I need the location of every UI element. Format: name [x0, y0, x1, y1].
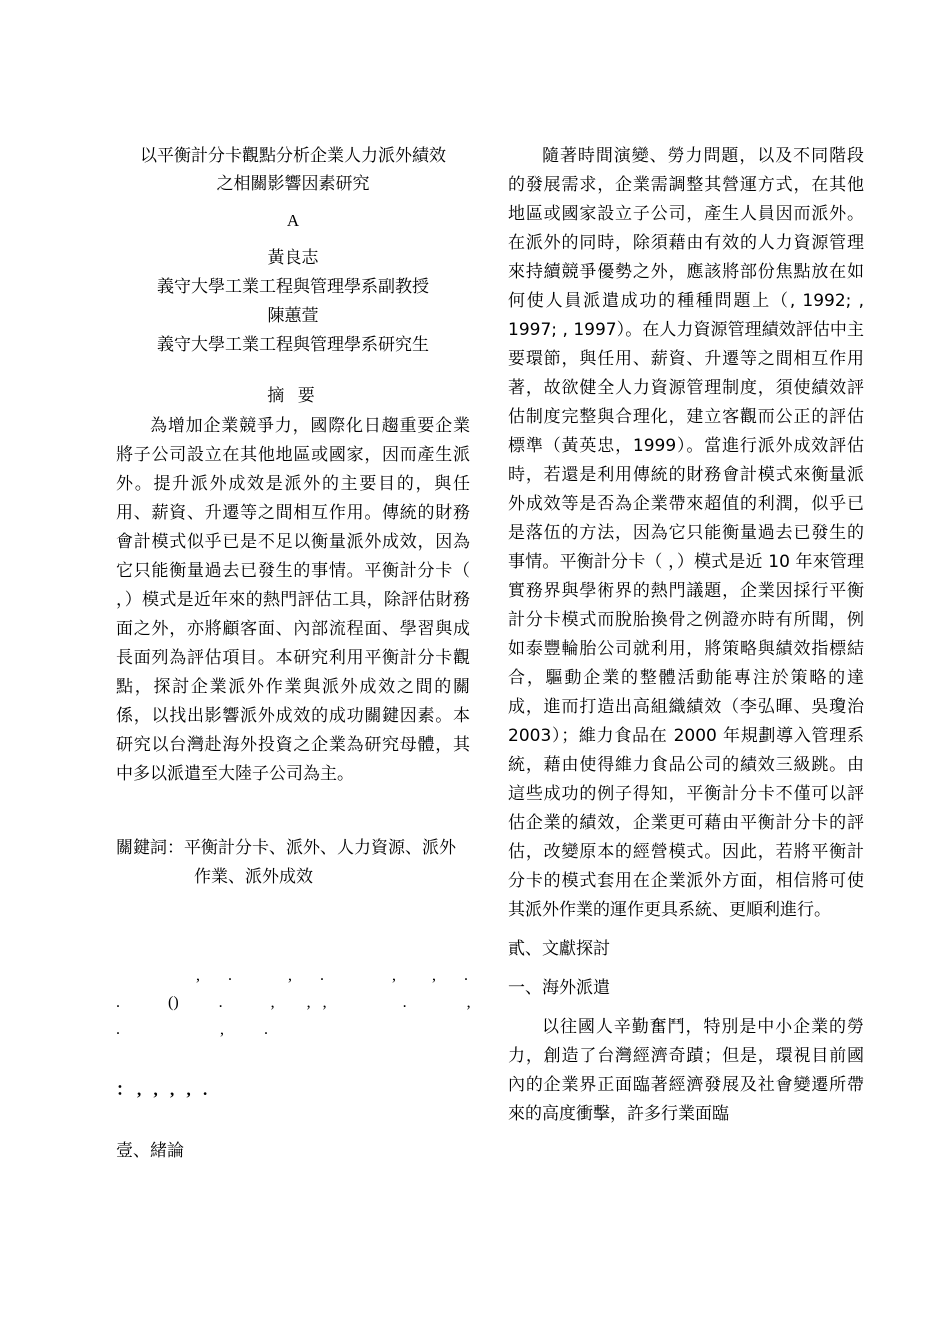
left-column — [116, 142, 470, 1166]
introduction-paragraph: 隨著時間演變、勞力問題，以及不同階段的發展需求，企業需調整其營運方式，在其他地區或國家設立子公司，產生人員因而派外。在派外的同時，除須藉由有效的人力資源管理來持續競爭優勢之外，應該將部份焦點放在如何使人員派遣成功的種種問題上（, 1992; , 1997; , 1997）。在人力資源管理績效評估中主要環節，與任用、薪資、升遷等之間相互作用著，故欲健全人力資源管理制度，須使績效評估制度完整與合理化，建立客觀而公正的評估標準（黃英忠，1999）。當進行派外成效評估時，若還是利用傳統的財務會計模式來衡量派外成效等是否為企業帶來超值的利潤，似乎已是落伍的方法，因為它只能衡量過去已發生的事情。平衡計分卡（ ，）模式是近 10 年來管理實務界與學術界的熱門議題，企業因採行平衡計分卡模式而脫胎換骨之例證亦時有所聞，例如泰豐輪胎公司就利用，將策略與績效指標結合，驅動企業的整體活動能專注於策略的達成，進而打造出高組織績效（李弘暉、吳瓊治 2003）；維力食品在 2000 年規劃導入管理系統，藉由使得維力食品公司的績效三級跳。由這些成功的例子得知，平衡計分卡不僅可以評估企業的績效，企業更可藉由平衡計分卡的評估，改變原本的經營模式。因此，若將平衡計分卡的模式套用在企業派外方面，相信將可使其派外作業的運作更具系統、更順利進行。 — [508, 146, 864, 920]
author-2-affiliation: 義守大學工業工程與管理學系研究生 — [157, 335, 429, 355]
title-line-2: 之相關影響因素研究 — [216, 174, 370, 194]
english-abstract — [116, 962, 470, 1043]
abstract-heading: 摘 要 — [267, 386, 319, 406]
english-abstract-line-2: . () . , , , . , — [116, 994, 471, 1011]
english-keywords: ：, , , , . — [116, 1080, 212, 1099]
author-1-affiliation: 義守大學工業工程與管理學系副教授 — [157, 277, 429, 297]
author-1-name: 黃良志 — [267, 248, 319, 268]
section-heading-literature: 貳、文獻探討 — [508, 939, 610, 959]
author-2-name: 陳蕙萱 — [267, 306, 319, 326]
keywords-label: 關鍵詞： — [116, 838, 184, 858]
paper-title — [116, 142, 470, 198]
keywords — [116, 834, 470, 892]
keywords-list: 平衡計分卡、派外、人力資源、派外作業、派外成效 — [184, 838, 456, 887]
section-heading-introduction: 壹、緒論 — [116, 1141, 184, 1161]
english-abstract-line-1: , . , . , , . — [116, 967, 468, 984]
subsection-heading-overseas: 一、海外派遣 — [508, 978, 610, 998]
english-abstract-line-3: . , . — [116, 1021, 268, 1038]
abstract-text: 為增加企業競爭力，國際化日趨重要企業將子公司設立在其他地區或國家，因而產生派外。提升派外成效是派外的主要目的，與任用、薪資、升遷等之間相互作用。傳統的財務會計模式似乎已是不足以衡量派外成效，因為它只能衡量過去已發生的事情。平衡計分卡（ ，）模式是近年來的熱門評估工具，除評估財務面之外，亦將顧客面、內部流程面、學習與成長面列為評估項目。本研究利用平衡計分卡觀點，探討企業派外作業與派外成效之間的關係，以找出影響派外成效的成功關鍵因素。本研究以台灣赴海外投資之企業為研究母體，其中多以派遣至大陸子公司為主。 — [116, 416, 470, 784]
right-column — [508, 142, 864, 1129]
english-title: A — [286, 211, 300, 230]
overseas-paragraph: 以往國人辛勤奮鬥，特別是中小企業的勞力，創造了台灣經濟奇蹟；但是，環視目前國內的企業界正面臨著經濟發展及社會變遷所帶來的高度衝擊，許多行業面臨 — [508, 1017, 864, 1124]
title-line-1: 以平衡計分卡觀點分析企業人力派外績效 — [140, 146, 446, 166]
